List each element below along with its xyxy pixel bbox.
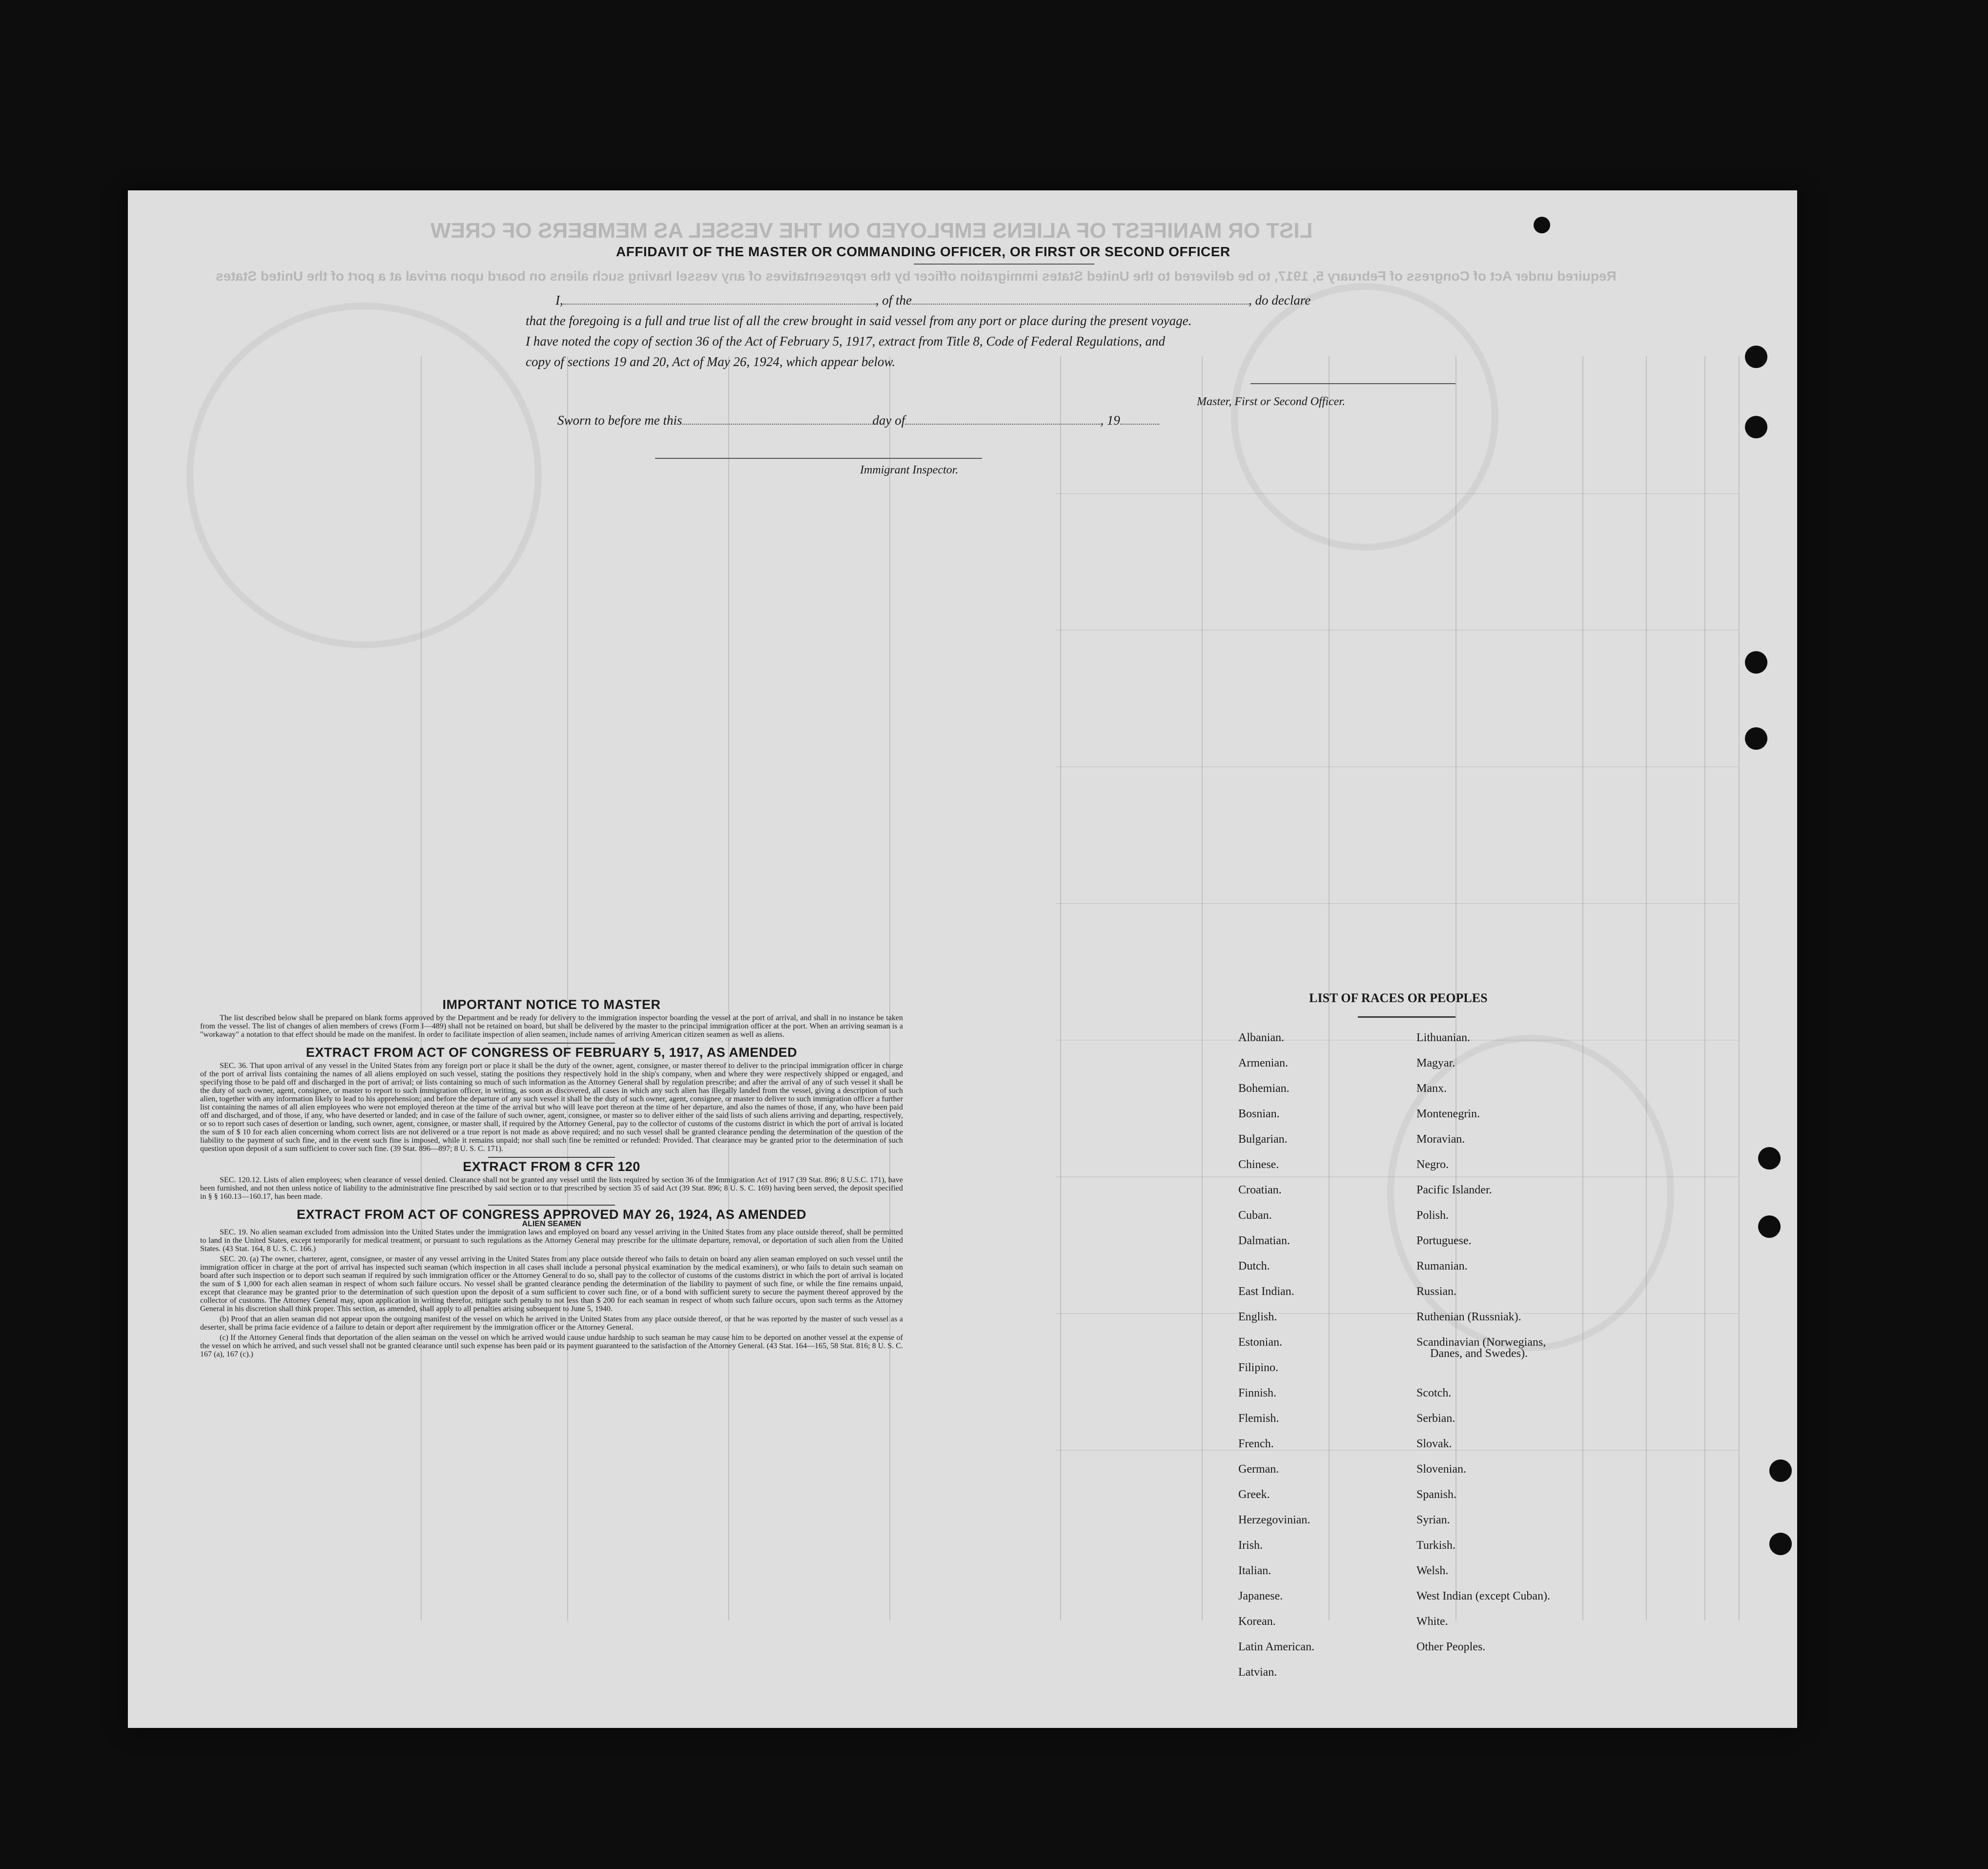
- grid-row: [1055, 493, 1739, 494]
- grid-row: [1055, 1176, 1739, 1177]
- binder-hole: [1769, 1533, 1792, 1555]
- grid-line: [1646, 356, 1647, 1621]
- race-item: Moravian.: [1416, 1133, 1465, 1146]
- race-item: Estonian.: [1238, 1336, 1282, 1349]
- races-title: LIST OF RACES OR PEOPLES: [1309, 991, 1488, 1005]
- grid-line: [1582, 356, 1583, 1621]
- sworn-year-field[interactable]: [1120, 414, 1159, 425]
- races-right-column: [1416, 1025, 1550, 1660]
- grid-line: [1704, 356, 1705, 1621]
- race-item: Other Peoples.: [1416, 1641, 1486, 1653]
- affidavit-line-1: [555, 293, 1311, 308]
- extract-cfr-heading: EXTRACT FROM 8 CFR 120: [463, 1159, 640, 1174]
- races-title-rule: [1358, 1016, 1455, 1018]
- binder-hole: [1745, 651, 1767, 674]
- race-item: French.: [1238, 1438, 1274, 1450]
- race-item: Welsh.: [1416, 1564, 1449, 1577]
- extract-1924-sec20a: SEC. 20. (a) The owner, charterer, agent, consignee, or master of any vessel arriving in the United States from any place outside thereof who fails to detain on board any alien seaman employed on such vessel until the immigration officer in charge at the port of arrival has inspected such seaman (which inspection in all cases shall include a personal physical examination by the medical examiners), or who fails to detain such seaman on board after such inspection or to deport such seaman if required by such immigration officer or the Attorney General to do so, shall pay to the collector of customs of the customs district in which the port of arrival is located the sum of $ 1,000 for each alien seaman in respect of whom such failure occurs. No vessel shall be granted clearance pending the determination of the liability to payment of such fine, or while the fine remains unpaid, except that clearance may be granted prior to the determination of such question upon the deposit of a sum sufficient to cover such fine, or of a bond with sufficient surety to secure the payment thereof approved by the collector of customs. The Attorney General may, upon application in writing therefor, mitigate such penalty to not less than $ 200 for each seaman in respect of whom such failure occurs, upon such terms as the Attorney General in his discretion shall think proper. This section, as amended, shall apply to all penalties arising subsequent to June 5, 1940.: [200, 1255, 903, 1313]
- legal-notices: [200, 997, 903, 1360]
- grid-line: [1329, 356, 1330, 1621]
- affidavit-line-3: I have noted the copy of section 36 of the Act of February 5, 1917, extract from Title 8, Code of Federal Regulations, and: [526, 334, 1166, 349]
- race-item: Chinese.: [1238, 1158, 1279, 1171]
- extract-1924-sec19: SEC. 19. No alien seaman excluded from admission into the United States under the immigration laws and employed on board any vessel arriving in the United States from any place outside thereof, shall be permitted to land in the United States, except temporarily for medical treatment, or pursuant to such regulations as the Attorney General may prescribe for the ultimate departure, removal, or deportation of such alien from the United States. (43 Stat. 164, 8 U. S. C. 166.): [200, 1228, 903, 1253]
- race-item: Serbian.: [1416, 1412, 1455, 1425]
- sworn-month-field[interactable]: [905, 414, 1100, 425]
- sworn-day-field[interactable]: [682, 414, 873, 425]
- extract-1924-heading: EXTRACT FROM ACT OF CONGRESS APPROVED MAY 26, 1924, AS AMENDED: [296, 1207, 807, 1222]
- race-item: Turkish.: [1416, 1539, 1455, 1552]
- race-item: Finnish.: [1238, 1387, 1277, 1399]
- race-item: Latvian.: [1238, 1666, 1277, 1679]
- race-item: East Indian.: [1238, 1285, 1294, 1298]
- binder-hole: [1758, 1215, 1781, 1238]
- binder-hole: [1758, 1147, 1781, 1170]
- race-item: Slovenian.: [1416, 1463, 1466, 1476]
- section-divider: [488, 1205, 615, 1206]
- grid-line: [1202, 356, 1203, 1621]
- grid-line: [421, 356, 422, 1621]
- affidavit-of-the: , of the: [875, 293, 912, 308]
- vessel-field[interactable]: [912, 294, 1249, 305]
- inspector-label: Immigrant Inspector.: [860, 464, 959, 476]
- race-item: Irish.: [1238, 1539, 1263, 1552]
- race-item: Montenegrin.: [1416, 1108, 1480, 1120]
- race-item: Magyar.: [1416, 1057, 1455, 1069]
- extract-1917-body: SEC. 36. That upon arrival of any vessel in the United States from any foreign port or place it shall be the duty of the owner, agent, consignee, or master thereof to deliver to the principal immigration officer in charge of the port of arrival lists containing the names of all aliens employed on such vessel, stating the positions they respectively hold in the ship's company, when and where they were respectively shipped or engaged, and specifying those to be paid off and discharged in the port of arrival; or lists containing so much of such information as the Attorney General shall by regulation prescribe; and after the arrival of any of such vessel it shall be the duty of such owner, agent, consignee, or master to report to such immigration officer, in writing, as soon as discovered, all cases in which any such alien has illegally landed from the vessel, giving a description of such alien, together with any information likely to lead to his apprehension; and before the departure of any such vessel it shall be the duty of such owner, agent, consignee, or master to deliver to such immigration officer a further list containing the names of all alien employees who were not employed thereon at the time of the arrival but who will leave port thereon at the time of her departure, and also the names of those, if any, who have been paid off and discharged, and of those, if any, who have deserted or landed; and in case of the failure of such owner, agent, consignee, or master so to deliver either of the said lists of such aliens arriving and departing, respectively, or so to report such cases of desertion or landing, such owner, agent, consignee, or master shall, if required by the Attorney General, pay to the collector of customs of the customs district in which the port of arrival is located the sum of $ 10 for each alien concerning whom correct lists are not delivered or a true report is not made as above required; and no such vessel shall be granted clearance pending the determination of the question of the liability to the payment of such fine, and in the event such fine is imposed, while it remains unpaid; nor shall such fine be remitted or refunded: Provided. That clearance may be granted prior to the determination of such question upon deposit of a sum sufficient to cover such fine. (39 Stat. 896—897; 8 U. S. C. 171).: [200, 1062, 903, 1153]
- year-label: , 19: [1100, 413, 1120, 428]
- race-item: Korean.: [1238, 1615, 1276, 1628]
- race-item: Ruthenian (Russniak).: [1416, 1311, 1521, 1323]
- seal-ghost-mid: [1231, 283, 1498, 551]
- race-item: Croatian.: [1238, 1184, 1282, 1196]
- grid-line: [1739, 356, 1740, 1621]
- race-item: Filipino.: [1238, 1361, 1279, 1374]
- bleed-through-header: LIST OR MANIFEST OF ALIENS EMPLOYED ON THE VESSEL AS MEMBERS OF CREW: [430, 219, 1313, 243]
- grid-line: [889, 356, 890, 1621]
- name-field[interactable]: [563, 294, 876, 305]
- extract-1917-heading: EXTRACT FROM ACT OF CONGRESS OF FEBRUARY 5, 1917, AS AMENDED: [306, 1045, 798, 1060]
- affidavit-i: I,: [555, 293, 563, 308]
- grid-line: [567, 356, 568, 1621]
- extract-1924-sec20c: (c) If the Attorney General finds that deportation of the alien seaman on the vessel on which he arrived would cause undue hardship to such seaman he may cause him to be deported on another vessel at the expense of the vessel on which he arrived, and such vessel shall not be granted clearance until such expense has been paid or its payment guaranteed to the satisfaction of the Attorney General. (43 Stat. 164—165, 58 Stat. 816; 8 U. S. C. 167 (a), 167 (c).): [200, 1334, 903, 1358]
- race-item: Armenian.: [1238, 1057, 1288, 1069]
- master-label: Master, First or Second Officer.: [1197, 395, 1345, 408]
- race-item: Greek.: [1238, 1488, 1270, 1501]
- affidavit-line-4: copy of sections 19 and 20, Act of May 26, 1924, which appear below.: [526, 354, 896, 369]
- race-item: Lithuanian.: [1416, 1031, 1470, 1044]
- race-item: Bosnian.: [1238, 1108, 1280, 1120]
- race-item: Rumanian.: [1416, 1260, 1468, 1273]
- race-item: Polish.: [1416, 1209, 1449, 1222]
- race-item: English.: [1238, 1311, 1277, 1323]
- races-left-column: [1238, 1025, 1314, 1685]
- race-item: Scandinavian (Norwegians,: [1416, 1336, 1546, 1349]
- race-item: Albanian.: [1238, 1031, 1284, 1044]
- inspector-signature-line[interactable]: [655, 458, 982, 459]
- title-underline: [914, 264, 1094, 265]
- notice-heading: IMPORTANT NOTICE TO MASTER: [442, 997, 661, 1012]
- sworn-label: Sworn to before me this: [557, 413, 682, 428]
- race-item: Dalmatian.: [1238, 1234, 1290, 1247]
- race-item: Slovak.: [1416, 1438, 1452, 1450]
- race-item: Dutch.: [1238, 1260, 1270, 1273]
- race-item: Bulgarian.: [1238, 1133, 1288, 1146]
- affidavit-declare: , do declare: [1249, 293, 1311, 308]
- race-item: Italian.: [1238, 1564, 1271, 1577]
- seal-ghost-left: [186, 303, 542, 648]
- race-item: Herzegovinian.: [1238, 1514, 1311, 1526]
- affidavit-line-2: that the foregoing is a full and true list of all the crew brought in said vessel from any port or place during the present voyage.: [526, 313, 1192, 328]
- bleed-through-subheader: Required under Act of Congress of February 5, 1917, to be delivered to the United States immigration officer by the representatives of any vessel having such aliens on board upon arrival at a port of the United States: [216, 268, 1617, 284]
- master-signature-line[interactable]: [1250, 383, 1455, 384]
- day-of-label: day of: [872, 413, 905, 428]
- race-item: Danes, and Swedes).: [1430, 1347, 1528, 1360]
- binder-hole: [1769, 1459, 1792, 1482]
- race-item: White.: [1416, 1615, 1448, 1628]
- race-item: Bohemian.: [1238, 1082, 1290, 1095]
- extract-1924-sec20b: (b) Proof that an alien seaman did not appear upon the outgoing manifest of the vessel on which he arrived in the United States from any place outside thereof, or that he was reported by the master of such vessel as a deserter, shall be prima facie evidence of a failure to detain or deport after requirement by the immigration officer or the Attorney General.: [200, 1315, 903, 1332]
- race-item: Manx.: [1416, 1082, 1447, 1095]
- grid-line: [728, 356, 729, 1621]
- race-item: Negro.: [1416, 1158, 1449, 1171]
- race-item: Flemish.: [1238, 1412, 1279, 1425]
- notice-body: The list described below shall be prepared on blank forms approved by the Department and be ready for delivery to the immigration inspector boarding the vessel at the port of arrival, and shall in no instance be taken from the vessel. The list of changes of alien members of crews (Form I—489) shall not be retained on board, but shall be delivered by the master to the principal immigration officer at the port. When an arriving seaman is a "workaway" a notation to that effect should be made on the manifest. In order to facilitate inspection of alien seamen, include names of arriving American citizen seamen as well as aliens.: [200, 1014, 903, 1039]
- race-item: Portuguese.: [1416, 1234, 1472, 1247]
- grid-row: [1055, 1450, 1739, 1451]
- sworn-line: [557, 413, 1159, 428]
- race-item: Latin American.: [1238, 1641, 1314, 1653]
- binder-hole: [1745, 416, 1767, 438]
- race-item: West Indian (except Cuban).: [1416, 1590, 1550, 1602]
- grid-row: [1055, 766, 1739, 767]
- grid-row: [1055, 1040, 1739, 1041]
- grid-row: [1055, 1313, 1739, 1314]
- grid-row: [1055, 903, 1739, 904]
- race-item: Cuban.: [1238, 1209, 1272, 1222]
- grid-line: [1060, 356, 1061, 1621]
- section-divider: [488, 1157, 615, 1158]
- affidavit-title: AFFIDAVIT OF THE MASTER OR COMMANDING OFFICER, OR FIRST OR SECOND OFFICER: [616, 244, 1230, 259]
- race-item: Japanese.: [1238, 1590, 1283, 1602]
- section-divider: [488, 1043, 615, 1044]
- race-item: German.: [1238, 1463, 1279, 1476]
- binder-hole: [1745, 346, 1767, 368]
- race-item: Pacific Islander.: [1416, 1184, 1492, 1196]
- manifest-sheet: [128, 190, 1797, 1728]
- binder-hole: [1745, 727, 1767, 750]
- race-item: Scotch.: [1416, 1387, 1452, 1399]
- alien-seamen-subheading: ALIEN SEAMEN: [522, 1220, 581, 1228]
- race-item: Syrian.: [1416, 1514, 1450, 1526]
- race-item: Spanish.: [1416, 1488, 1457, 1501]
- binder-hole: [1534, 217, 1550, 233]
- extract-cfr-body: SEC. 120.12. Lists of alien employees; when clearance of vessel denied. Clearance shall not be granted any vessel until the lists required by section 36 of the Immigration Act of 1917 (39 Stat. 896; 8 U.S.C. 171), have been furnished, and not then unless notice of liability to the administrative fine prescribed by said section or to that prescribed by section 35 of said Act (39 Stat. 896; 8 U. S. C. 169) having been served, the deposit specified in § § 160.13—160.17, has been made.: [200, 1176, 903, 1201]
- grid-row: [1055, 630, 1739, 631]
- race-item: Russian.: [1416, 1285, 1457, 1298]
